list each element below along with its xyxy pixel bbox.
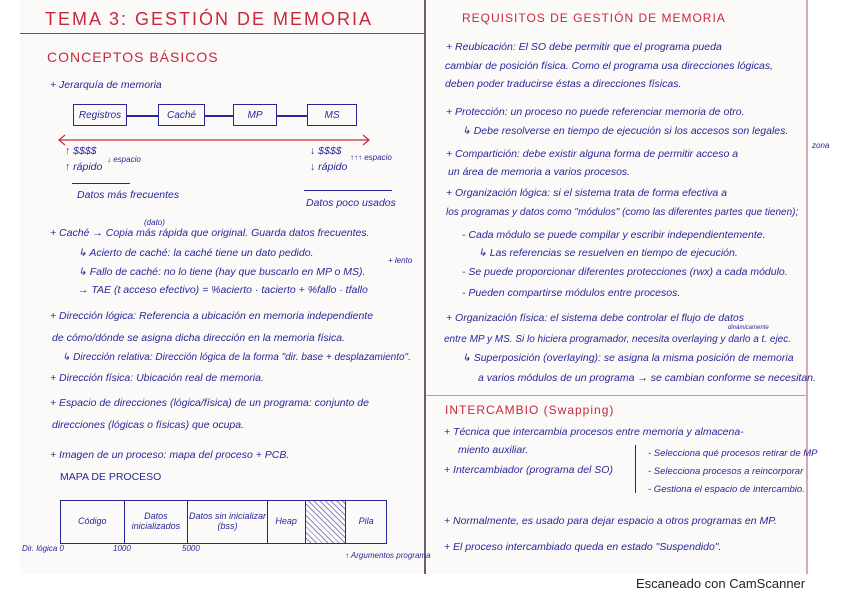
note-line: + Reubicación: El SO debe permitir que el programa pueda xyxy=(446,41,722,53)
note-line: de cómo/dónde se asigna dicha dirección en la memoria física. xyxy=(52,332,345,344)
note-cost-high: ↑ $$$$ xyxy=(65,145,97,157)
connector xyxy=(204,115,233,117)
annotation: + lento xyxy=(388,256,413,265)
annotation: zona xyxy=(812,141,830,150)
note-line: ↳ Acierto de caché: la caché tiene un dato pedido. xyxy=(78,247,314,259)
map-heading: MAPA DE PROCESO xyxy=(60,471,162,483)
swapper-task: - Selecciona qué procesos retirar de MP xyxy=(648,448,818,459)
map-label: ↑ Argumentos programa xyxy=(345,551,431,560)
note-line: entre MP y MS. Si lo hiciera programador, necesita overlaying y darlo a t. ejec. xyxy=(444,334,792,345)
note-line: cambiar de posición física. Como el programa usa direcciones lógicas, xyxy=(445,60,773,72)
map-cell-bss: Datos sin inicializar (bss) xyxy=(188,501,268,543)
note-line: - Cada módulo se puede compilar y escribir independientemente. xyxy=(462,229,766,241)
note-line: + Imagen de un proceso: mapa del proceso + PCB. xyxy=(50,449,290,461)
note-line: ↳ Dirección relativa: Dirección lógica de la forma "dir. base + desplazamiento". xyxy=(62,352,411,363)
note-line: + Técnica que intercambia procesos entre memoria y almacena- xyxy=(444,426,744,438)
map-cell-code: Código xyxy=(61,501,125,543)
map-label: 5000 xyxy=(182,544,200,553)
note-line: un área de memoria a varios procesos. xyxy=(448,166,631,178)
note-line: + Organización lógica: si el sistema trata de forma efectiva a xyxy=(446,187,728,199)
level-registros: Registros xyxy=(73,104,127,126)
note-speed-high: ↑ rápido xyxy=(65,161,103,173)
hierarchy-heading: + Jerarquía de memoria xyxy=(50,79,162,91)
note-line: + Dirección física: Ubicación real de memoria. xyxy=(50,372,264,384)
map-cell-initialized-data: Datos inicializados xyxy=(125,501,189,543)
note-line: + Protección: un proceso no puede referenciar memoria de otro. xyxy=(446,106,745,118)
note-line: direcciones (lógicas o físicas) que ocupa. xyxy=(52,419,245,431)
brace xyxy=(635,445,642,493)
note-space-high: ↑↑↑ espacio xyxy=(350,153,392,162)
annotation: dinámicamente xyxy=(728,325,769,331)
note-line: - Se puede proporcionar diferentes protecciones (rwx) a cada módulo. xyxy=(462,266,788,278)
note-frequent-data: Datos más frecuentes xyxy=(77,189,180,201)
underline xyxy=(304,190,392,191)
process-map xyxy=(60,500,387,544)
page-title: TEMA 3: GESTIÓN DE MEMORIA xyxy=(45,9,374,29)
section-divider xyxy=(426,395,806,396)
connector xyxy=(126,115,158,117)
note-line: + Caché → Copia más rápida que original. Guarda datos frecuentes. xyxy=(50,227,370,239)
note-line: miento auxiliar. xyxy=(458,444,529,456)
map-label: Dir. lógica 0 xyxy=(22,544,64,553)
note-line: + Espacio de direcciones (lógica/física) de un programa: conjunto de xyxy=(50,397,369,409)
level-cache: Caché xyxy=(158,104,205,126)
note-line: ↳ Fallo de caché: no lo tiene (hay que buscarlo en MP o MS). xyxy=(78,266,366,278)
swapper-task: - Selecciona procesos a reincorporar xyxy=(648,466,804,477)
note-line: a varios módulos de un programa → se cambian conforme se necesitan. xyxy=(478,372,816,384)
note-line: deben poder traducirse éstas a direcciones físicas. xyxy=(445,78,682,90)
note-line: los programas y datos como "módulos" (como las diferentes partes que tienen); xyxy=(446,207,799,218)
underline xyxy=(72,183,130,184)
note-line: + Organización física: el sistema debe controlar el flujo de datos xyxy=(446,312,744,324)
section-heading: CONCEPTOS BÁSICOS xyxy=(47,49,219,65)
note-line: + Normalmente, es usado para dejar espacio a otros programas en MP. xyxy=(444,515,777,527)
note-rare-data: Datos poco usados xyxy=(306,197,396,209)
connector xyxy=(276,115,307,117)
note-speed-low: ↓ rápido xyxy=(310,161,348,173)
title-underline xyxy=(20,33,424,34)
map-cell-heap: Heap xyxy=(268,501,306,543)
note-line: + Compartición: debe existir alguna forma de permitir acceso a xyxy=(446,148,739,160)
annotation: (dato) xyxy=(144,218,165,227)
level-ms: MS xyxy=(307,104,357,126)
requirements-title: REQUISITOS DE GESTIÓN DE MEMORIA xyxy=(462,11,726,25)
map-cell-stack: Pila xyxy=(358,516,374,527)
note-cost-low: ↓ $$$$ xyxy=(310,145,342,157)
page-edge xyxy=(806,0,808,574)
swapper-task: - Gestiona el espacio de intercambio. xyxy=(648,484,805,495)
note-line: + El proceso intercambiado queda en estado "Suspendido". xyxy=(444,541,722,553)
note-line: → TAE (t acceso efectivo) = %acierto · tacierto + %fallo · tfallo xyxy=(78,284,368,296)
level-mp: MP xyxy=(233,104,277,126)
note-line: ↳ Superposición (overlaying): se asigna la misma posición de memoria xyxy=(462,352,794,364)
page-divider xyxy=(424,0,426,574)
note-line: + Intercambiador (programa del SO) xyxy=(444,464,613,476)
map-label: 1000 xyxy=(113,544,131,553)
note-line: - Pueden compartirse módulos entre procesos. xyxy=(462,287,681,299)
note-line: ↳ Las referencias se resuelven en tiempo de ejecución. xyxy=(478,247,738,259)
note-line: ↳ Debe resolverse en tiempo de ejecución si los accesos son legales. xyxy=(462,125,789,137)
scanner-watermark: Escaneado con CamScanner xyxy=(636,576,806,591)
swapping-title: INTERCAMBIO (Swapping) xyxy=(445,403,615,417)
note-line: + Dirección lógica: Referencia a ubicación en memoria independiente xyxy=(50,310,374,322)
note-space-low: ↓ espacio xyxy=(107,155,141,164)
map-cell-free xyxy=(306,501,347,543)
